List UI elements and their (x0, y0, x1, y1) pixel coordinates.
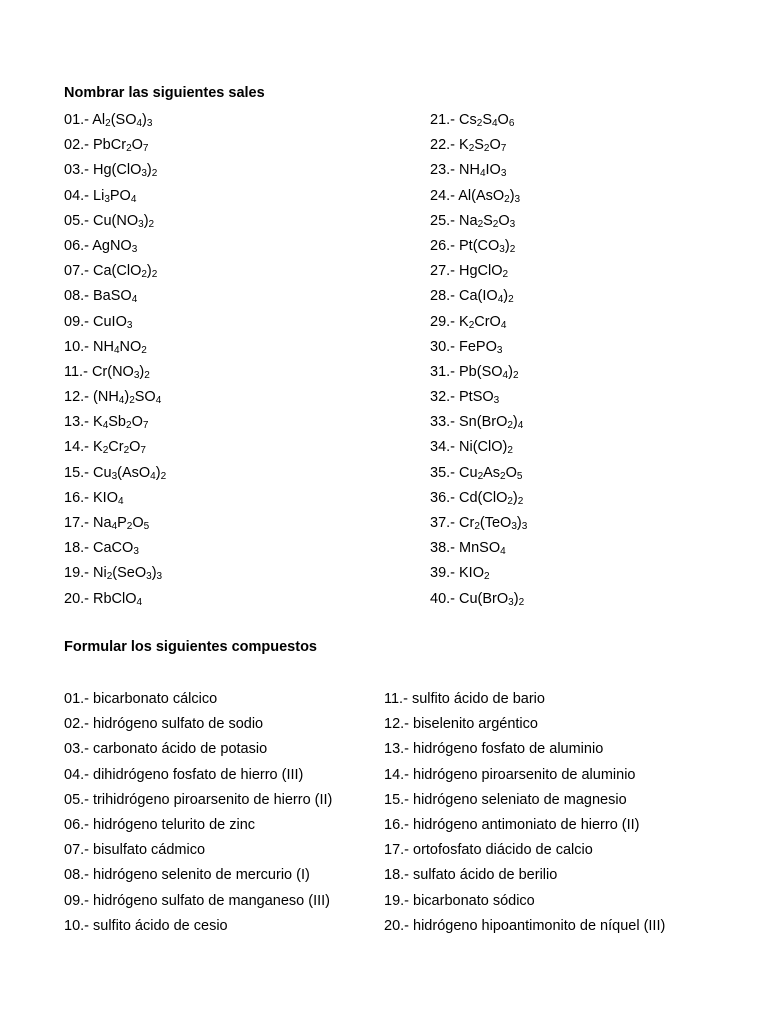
salt-formula: $Cs_2S_4O_6$ (459, 112, 515, 129)
salt-item (64, 412, 166, 437)
salt-formula: $Cu(NO_3)_2$ (93, 212, 155, 230)
salt-item (64, 538, 166, 563)
compound-item: 12.- biselenito argéntico (384, 716, 538, 733)
salt-formula: CuIO$_3$ (93, 313, 133, 331)
salts-section-title: Nombrar las siguientes sales (64, 85, 265, 101)
compounds-section-title: Formular los siguientes compuestos (64, 639, 317, 655)
compound-item: 09.- hidrógeno sulfato de manganeso (III) (64, 892, 330, 909)
salt-item (430, 261, 527, 286)
salt-item (64, 186, 166, 211)
salt-item (64, 513, 166, 538)
salt-item (64, 362, 166, 387)
item-number: 24.- (430, 187, 459, 204)
salt-formula: $PbCr_2O_7$ (93, 137, 149, 155)
compound-item: 02.- hidrógeno sulfato de sodio (64, 716, 264, 733)
salt-formula: HgClO$_2$ (459, 263, 509, 281)
salts-list-left (64, 110, 166, 614)
salt-item (64, 160, 166, 185)
salt-item (64, 261, 166, 286)
item-number: 23.- (430, 162, 460, 179)
item-number: 40.- (430, 590, 460, 607)
salt-item (64, 286, 166, 311)
salt-item (430, 110, 527, 135)
salt-item (64, 488, 166, 513)
compound-item: 05.- trihidrógeno piroarsenito de hierro (II) (64, 791, 333, 808)
salt-item (430, 412, 527, 437)
item-number: 21.- (430, 112, 460, 128)
salts-list-right (430, 110, 527, 614)
salt-formula: $Cu_3(AsO_4)_2$ (93, 464, 167, 482)
compound-item: 19.- bicarbonato sódico (384, 892, 535, 909)
salt-formula: $Ni(ClO)_2$ (459, 439, 513, 457)
salt-item (64, 110, 166, 135)
compound-item: 11.- sulfito ácido de bario (384, 691, 545, 707)
item-number: 17.- (64, 515, 94, 531)
item-number: 04.- (64, 187, 94, 204)
salt-formula: $NH_4NO_2$ (93, 338, 147, 356)
salt-item (64, 135, 166, 160)
salt-item (430, 286, 527, 311)
salt-item (64, 387, 166, 412)
salt-formula: FePO$_3$ (459, 338, 503, 356)
salt-formula: MnSO$_4$ (459, 540, 506, 558)
salt-formula: $Pb(SO_4)_2$ (459, 363, 519, 381)
item-number: 07.- (64, 263, 94, 280)
salt-formula: CaCO$_3$ (93, 540, 139, 558)
salt-formula: $K_4Sb_2O_7$ (93, 414, 149, 432)
salt-item (64, 211, 166, 236)
salt-item (64, 236, 166, 261)
salt-formula: $Sn(BrO_2)_4$ (459, 414, 524, 432)
salt-formula: $KIO_4$ (93, 489, 124, 507)
item-number: 39.- (430, 565, 460, 582)
salt-item (430, 589, 527, 614)
salt-item (430, 312, 527, 337)
item-number: 20.- (64, 590, 94, 607)
compounds-list-left (64, 689, 332, 941)
item-number: 11.- (64, 363, 92, 380)
salt-item (64, 337, 166, 362)
item-number: 05.- (64, 212, 94, 229)
salt-item (430, 463, 527, 488)
compound-item: 07.- bisulfato cádmico (64, 842, 206, 859)
compound-item: 08.- hidrógeno selenito de mercurio (I) (64, 867, 310, 884)
item-number: 35.- (430, 464, 460, 481)
item-number: 25.- (430, 212, 460, 229)
salt-formula: $Ca(ClO_2)_2$ (93, 263, 158, 281)
item-number: 26.- (430, 237, 460, 254)
salt-formula: $Ca(IO_4)_2$ (459, 288, 514, 306)
item-number: 22.- (430, 137, 460, 154)
salt-item (430, 362, 527, 387)
item-number: 06.- (64, 237, 93, 254)
item-number: 34.- (430, 439, 460, 456)
salt-formula: $K_2Cr_2O_7$ (93, 439, 146, 457)
item-number: 38.- (430, 540, 460, 557)
salt-formula: $Cr_2(TeO_3)_3$ (459, 515, 528, 532)
compounds-list-right (384, 689, 665, 941)
item-number: 18.- (64, 540, 94, 557)
compound-item: 16.- hidrógeno antimoniato de hierro (II) (384, 816, 640, 833)
salt-formula: $Li_3PO_4$ (93, 187, 137, 205)
salt-item (430, 513, 527, 538)
salt-formula: $NH_4IO_3$ (459, 162, 507, 180)
item-number: 12.- (64, 389, 94, 406)
salt-formula: $Na_4P_2O_5$ (93, 515, 150, 532)
item-number: 13.- (64, 414, 94, 431)
salt-item (64, 312, 166, 337)
salt-item (430, 211, 527, 236)
salt-formula: RbClO$_4$ (93, 590, 143, 608)
salt-item (430, 186, 527, 211)
salt-item (430, 135, 527, 160)
item-number: 10.- (64, 338, 94, 355)
item-number: 30.- (430, 338, 460, 355)
item-number: 37.- (430, 515, 460, 531)
salt-formula: $Cu(BrO_3)_2$ (459, 590, 525, 608)
item-number: 03.- (64, 162, 94, 179)
salt-formula: $Al_2(SO_4)_3$ (92, 112, 153, 129)
salt-item (64, 589, 166, 614)
salt-item (64, 563, 166, 588)
salt-item (430, 563, 527, 588)
item-number: 27.- (430, 263, 460, 280)
compound-item: 13.- hidrógeno fosfato de aluminio (384, 741, 604, 758)
compound-item: 17.- ortofosfato diácido de calcio (384, 842, 593, 859)
item-number: 29.- (430, 313, 460, 330)
compound-item: 10.- sulfito ácido de cesio (64, 917, 228, 934)
salt-item (430, 437, 527, 462)
compound-item: 20.- hidrógeno hipoantimonito de níquel (III) (384, 917, 666, 934)
item-number: 19.- (64, 565, 94, 582)
salt-formula: $Cu_2As_2O_5$ (459, 464, 523, 482)
salt-item (430, 488, 527, 513)
salt-formula: $K_2CrO_4$ (459, 313, 507, 331)
salt-formula: PtSO$_3$ (459, 389, 500, 407)
salt-item (430, 337, 527, 362)
salt-formula: BaSO$_4$ (93, 288, 138, 306)
salt-item (64, 463, 166, 488)
item-number: 09.- (64, 313, 94, 330)
salt-formula: $K_2S_2O_7$ (459, 137, 507, 155)
item-number: 14.- (64, 439, 94, 456)
compound-item: 18.- sulfato ácido de berilio (384, 867, 558, 884)
item-number: 16.- (64, 489, 94, 506)
salt-formula: $Cd(ClO_2)_2$ (459, 489, 524, 507)
compound-item: 14.- hidrógeno piroarsenito de aluminio (384, 766, 636, 783)
salt-formula: $Hg(ClO_3)_2$ (93, 162, 158, 180)
salt-item (64, 437, 166, 462)
item-number: 32.- (430, 389, 460, 406)
item-number: 36.- (430, 489, 460, 506)
item-number: 02.- (64, 137, 94, 154)
compound-item: 15.- hidrógeno seleniato de magnesio (384, 791, 627, 808)
item-number: 15.- (64, 464, 94, 481)
compound-item: 01.- bicarbonato cálcico (64, 691, 218, 707)
salt-item (430, 160, 527, 185)
salt-item (430, 387, 527, 412)
compound-item: 06.- hidrógeno telurito de zinc (64, 816, 256, 833)
item-number: 33.- (430, 414, 460, 431)
salt-formula: $Cr(NO_3)_2$ (91, 363, 150, 381)
salt-formula: AgNO$_3$ (92, 237, 138, 255)
salt-formula: $Pt(CO_3)_2$ (459, 237, 516, 255)
item-number: 31.- (430, 363, 460, 380)
compound-item: 04.- dihidrógeno fosfato de hierro (III) (64, 766, 304, 783)
item-number: 08.- (64, 288, 94, 305)
salt-item (430, 538, 527, 563)
item-number: 01.- (64, 112, 93, 128)
salt-formula: $KIO_2$ (459, 565, 490, 583)
salt-formula: $(NH_4)_2SO_4$ (93, 389, 162, 407)
salt-formula: $Al(AsO_2)_3$ (458, 187, 521, 205)
item-number: 28.- (430, 288, 460, 305)
salt-formula: $Ni_2(SeO_3)_3$ (93, 565, 163, 583)
salt-formula: $Na_2S_2O_3$ (459, 212, 516, 230)
compound-item: 03.- carbonato ácido de potasio (64, 741, 268, 758)
salt-item (430, 236, 527, 261)
